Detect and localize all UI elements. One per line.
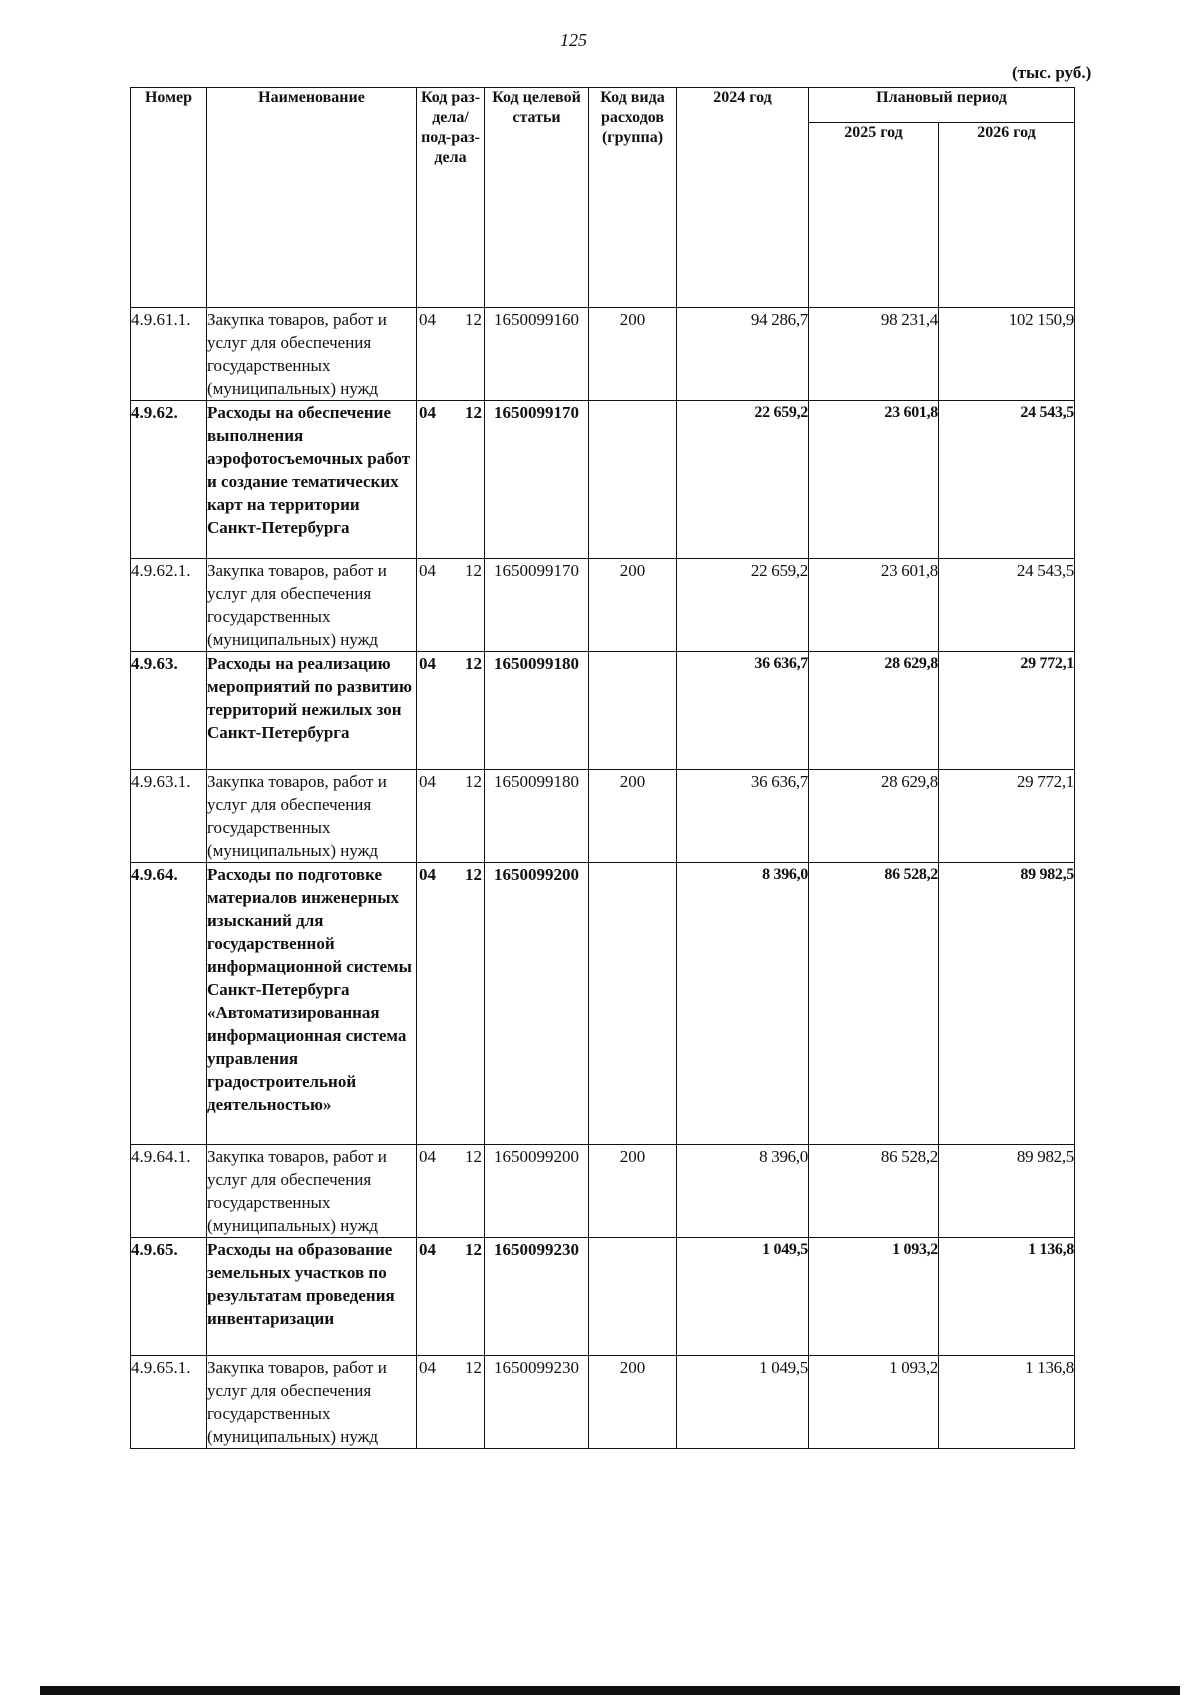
row-subsection: 12 — [465, 561, 482, 580]
table-row — [131, 1145, 1075, 1238]
table-row — [131, 652, 1075, 770]
row-section-code — [417, 559, 485, 652]
row-section-code — [417, 401, 485, 559]
header-year-2024: 2024 год — [677, 88, 809, 308]
row-expense-kind — [589, 1238, 677, 1356]
row-subsection: 12 — [465, 654, 482, 673]
units-label: (тыс. руб.) — [1012, 63, 1092, 82]
row-subsection: 12 — [465, 310, 482, 329]
row-amount-2025: 1 093,2 — [809, 1356, 939, 1449]
row-number: 4.9.65.1. — [131, 1356, 207, 1449]
row-number: 4.9.64. — [131, 863, 207, 1145]
row-amount-2025: 86 528,2 — [809, 863, 939, 1145]
table-row — [131, 401, 1075, 559]
row-amount-2024: 94 286,7 — [677, 308, 809, 401]
row-name: Расходы на образование земельных участков по результатам проведения инвентаризации — [207, 1238, 417, 1356]
row-section: 04 — [419, 1147, 436, 1166]
row-amount-2024: 36 636,7 — [677, 652, 809, 770]
row-subsection: 12 — [465, 1147, 482, 1166]
row-name: Закупка товаров, работ и услуг для обеспечения государственных (муниципальных) нужд — [207, 308, 417, 401]
row-amount-2024: 22 659,2 — [677, 559, 809, 652]
row-section-code — [417, 652, 485, 770]
row-amount-2024: 22 659,2 — [677, 401, 809, 559]
row-number: 4.9.62.1. — [131, 559, 207, 652]
bottom-rule — [40, 1686, 1180, 1695]
row-amount-2026: 29 772,1 — [939, 652, 1075, 770]
row-section-code — [417, 1356, 485, 1449]
table-row — [131, 308, 1075, 401]
row-target-code: 1650099230 — [485, 1238, 589, 1356]
row-expense-kind: 200 — [589, 1145, 677, 1238]
table-row — [131, 770, 1075, 863]
row-target-code: 1650099180 — [485, 652, 589, 770]
row-amount-2025: 23 601,8 — [809, 559, 939, 652]
row-section: 04 — [419, 1358, 436, 1377]
row-amount-2025: 1 093,2 — [809, 1238, 939, 1356]
row-name: Закупка товаров, работ и услуг для обеспечения государственных (муниципальных) нужд — [207, 559, 417, 652]
row-expense-kind — [589, 652, 677, 770]
row-number: 4.9.61.1. — [131, 308, 207, 401]
row-expense-kind — [589, 863, 677, 1145]
header-section-code: Код раз-дела/ под-раз-дела — [417, 88, 485, 308]
header-planned-period: Плановый период — [809, 88, 1075, 123]
row-number: 4.9.62. — [131, 401, 207, 559]
row-target-code: 1650099170 — [485, 401, 589, 559]
header-number: Номер — [131, 88, 207, 308]
row-amount-2026: 89 982,5 — [939, 1145, 1075, 1238]
row-section: 04 — [419, 561, 436, 580]
row-amount-2026: 29 772,1 — [939, 770, 1075, 863]
row-target-code: 1650099200 — [485, 863, 589, 1145]
row-amount-2025: 28 629,8 — [809, 770, 939, 863]
table-body — [131, 308, 1075, 1449]
page-number: 125 — [560, 30, 587, 50]
table-row — [131, 1238, 1075, 1356]
row-name: Расходы на реализацию мероприятий по развитию территорий нежилых зон Санкт-Петербурга — [207, 652, 417, 770]
row-amount-2024: 8 396,0 — [677, 1145, 809, 1238]
row-section-code — [417, 770, 485, 863]
row-name: Закупка товаров, работ и услуг для обеспечения государственных (муниципальных) нужд — [207, 1145, 417, 1238]
row-section: 04 — [419, 403, 436, 422]
row-section: 04 — [419, 654, 436, 673]
table-row — [131, 1356, 1075, 1449]
row-amount-2024: 8 396,0 — [677, 863, 809, 1145]
header-expense-kind: Код вида расходов (группа) — [589, 88, 677, 308]
header-year-2025: 2025 год — [809, 123, 939, 308]
row-target-code: 1650099160 — [485, 308, 589, 401]
row-name: Закупка товаров, работ и услуг для обеспечения государственных (муниципальных) нужд — [207, 770, 417, 863]
row-expense-kind: 200 — [589, 308, 677, 401]
row-section-code — [417, 1145, 485, 1238]
table-row — [131, 863, 1075, 1145]
row-section: 04 — [419, 772, 436, 791]
row-target-code: 1650099230 — [485, 1356, 589, 1449]
row-amount-2024: 1 049,5 — [677, 1238, 809, 1356]
row-number: 4.9.65. — [131, 1238, 207, 1356]
row-section-code — [417, 863, 485, 1145]
row-amount-2025: 98 231,4 — [809, 308, 939, 401]
row-expense-kind: 200 — [589, 1356, 677, 1449]
row-amount-2024: 36 636,7 — [677, 770, 809, 863]
row-subsection: 12 — [465, 772, 482, 791]
header-target-code: Код целевой статьи — [485, 88, 589, 308]
row-section: 04 — [419, 1240, 436, 1259]
row-section-code — [417, 1238, 485, 1356]
row-expense-kind — [589, 401, 677, 559]
row-section: 04 — [419, 865, 436, 884]
row-subsection: 12 — [465, 865, 482, 884]
row-amount-2026: 1 136,8 — [939, 1356, 1075, 1449]
row-target-code: 1650099170 — [485, 559, 589, 652]
row-amount-2026: 24 543,5 — [939, 559, 1075, 652]
row-subsection: 12 — [465, 1240, 482, 1259]
row-name: Расходы по подготовке материалов инженерных изысканий для государственной информационной системы Санкт-Петербурга «Автоматизированная информационная система управления градостроительной деятельностью» — [207, 863, 417, 1145]
row-target-code: 1650099200 — [485, 1145, 589, 1238]
row-subsection: 12 — [465, 403, 482, 422]
header-name: Наименование — [207, 88, 417, 308]
row-expense-kind: 200 — [589, 770, 677, 863]
row-amount-2026: 89 982,5 — [939, 863, 1075, 1145]
row-name: Расходы на обеспечение выполнения аэрофотосъемочных работ и создание тематических карт на территории Санкт-Петербурга — [207, 401, 417, 559]
row-section-code — [417, 308, 485, 401]
row-number: 4.9.63.1. — [131, 770, 207, 863]
row-amount-2026: 1 136,8 — [939, 1238, 1075, 1356]
header-year-2026: 2026 год — [939, 123, 1075, 308]
row-amount-2026: 24 543,5 — [939, 401, 1075, 559]
table-row — [131, 559, 1075, 652]
row-expense-kind: 200 — [589, 559, 677, 652]
row-amount-2026: 102 150,9 — [939, 308, 1075, 401]
row-name: Закупка товаров, работ и услуг для обеспечения государственных (муниципальных) нужд — [207, 1356, 417, 1449]
row-amount-2024: 1 049,5 — [677, 1356, 809, 1449]
row-amount-2025: 23 601,8 — [809, 401, 939, 559]
row-subsection: 12 — [465, 1358, 482, 1377]
row-amount-2025: 28 629,8 — [809, 652, 939, 770]
budget-table — [130, 87, 1075, 1449]
row-target-code: 1650099180 — [485, 770, 589, 863]
row-number: 4.9.64.1. — [131, 1145, 207, 1238]
row-amount-2025: 86 528,2 — [809, 1145, 939, 1238]
row-section: 04 — [419, 310, 436, 329]
row-number: 4.9.63. — [131, 652, 207, 770]
